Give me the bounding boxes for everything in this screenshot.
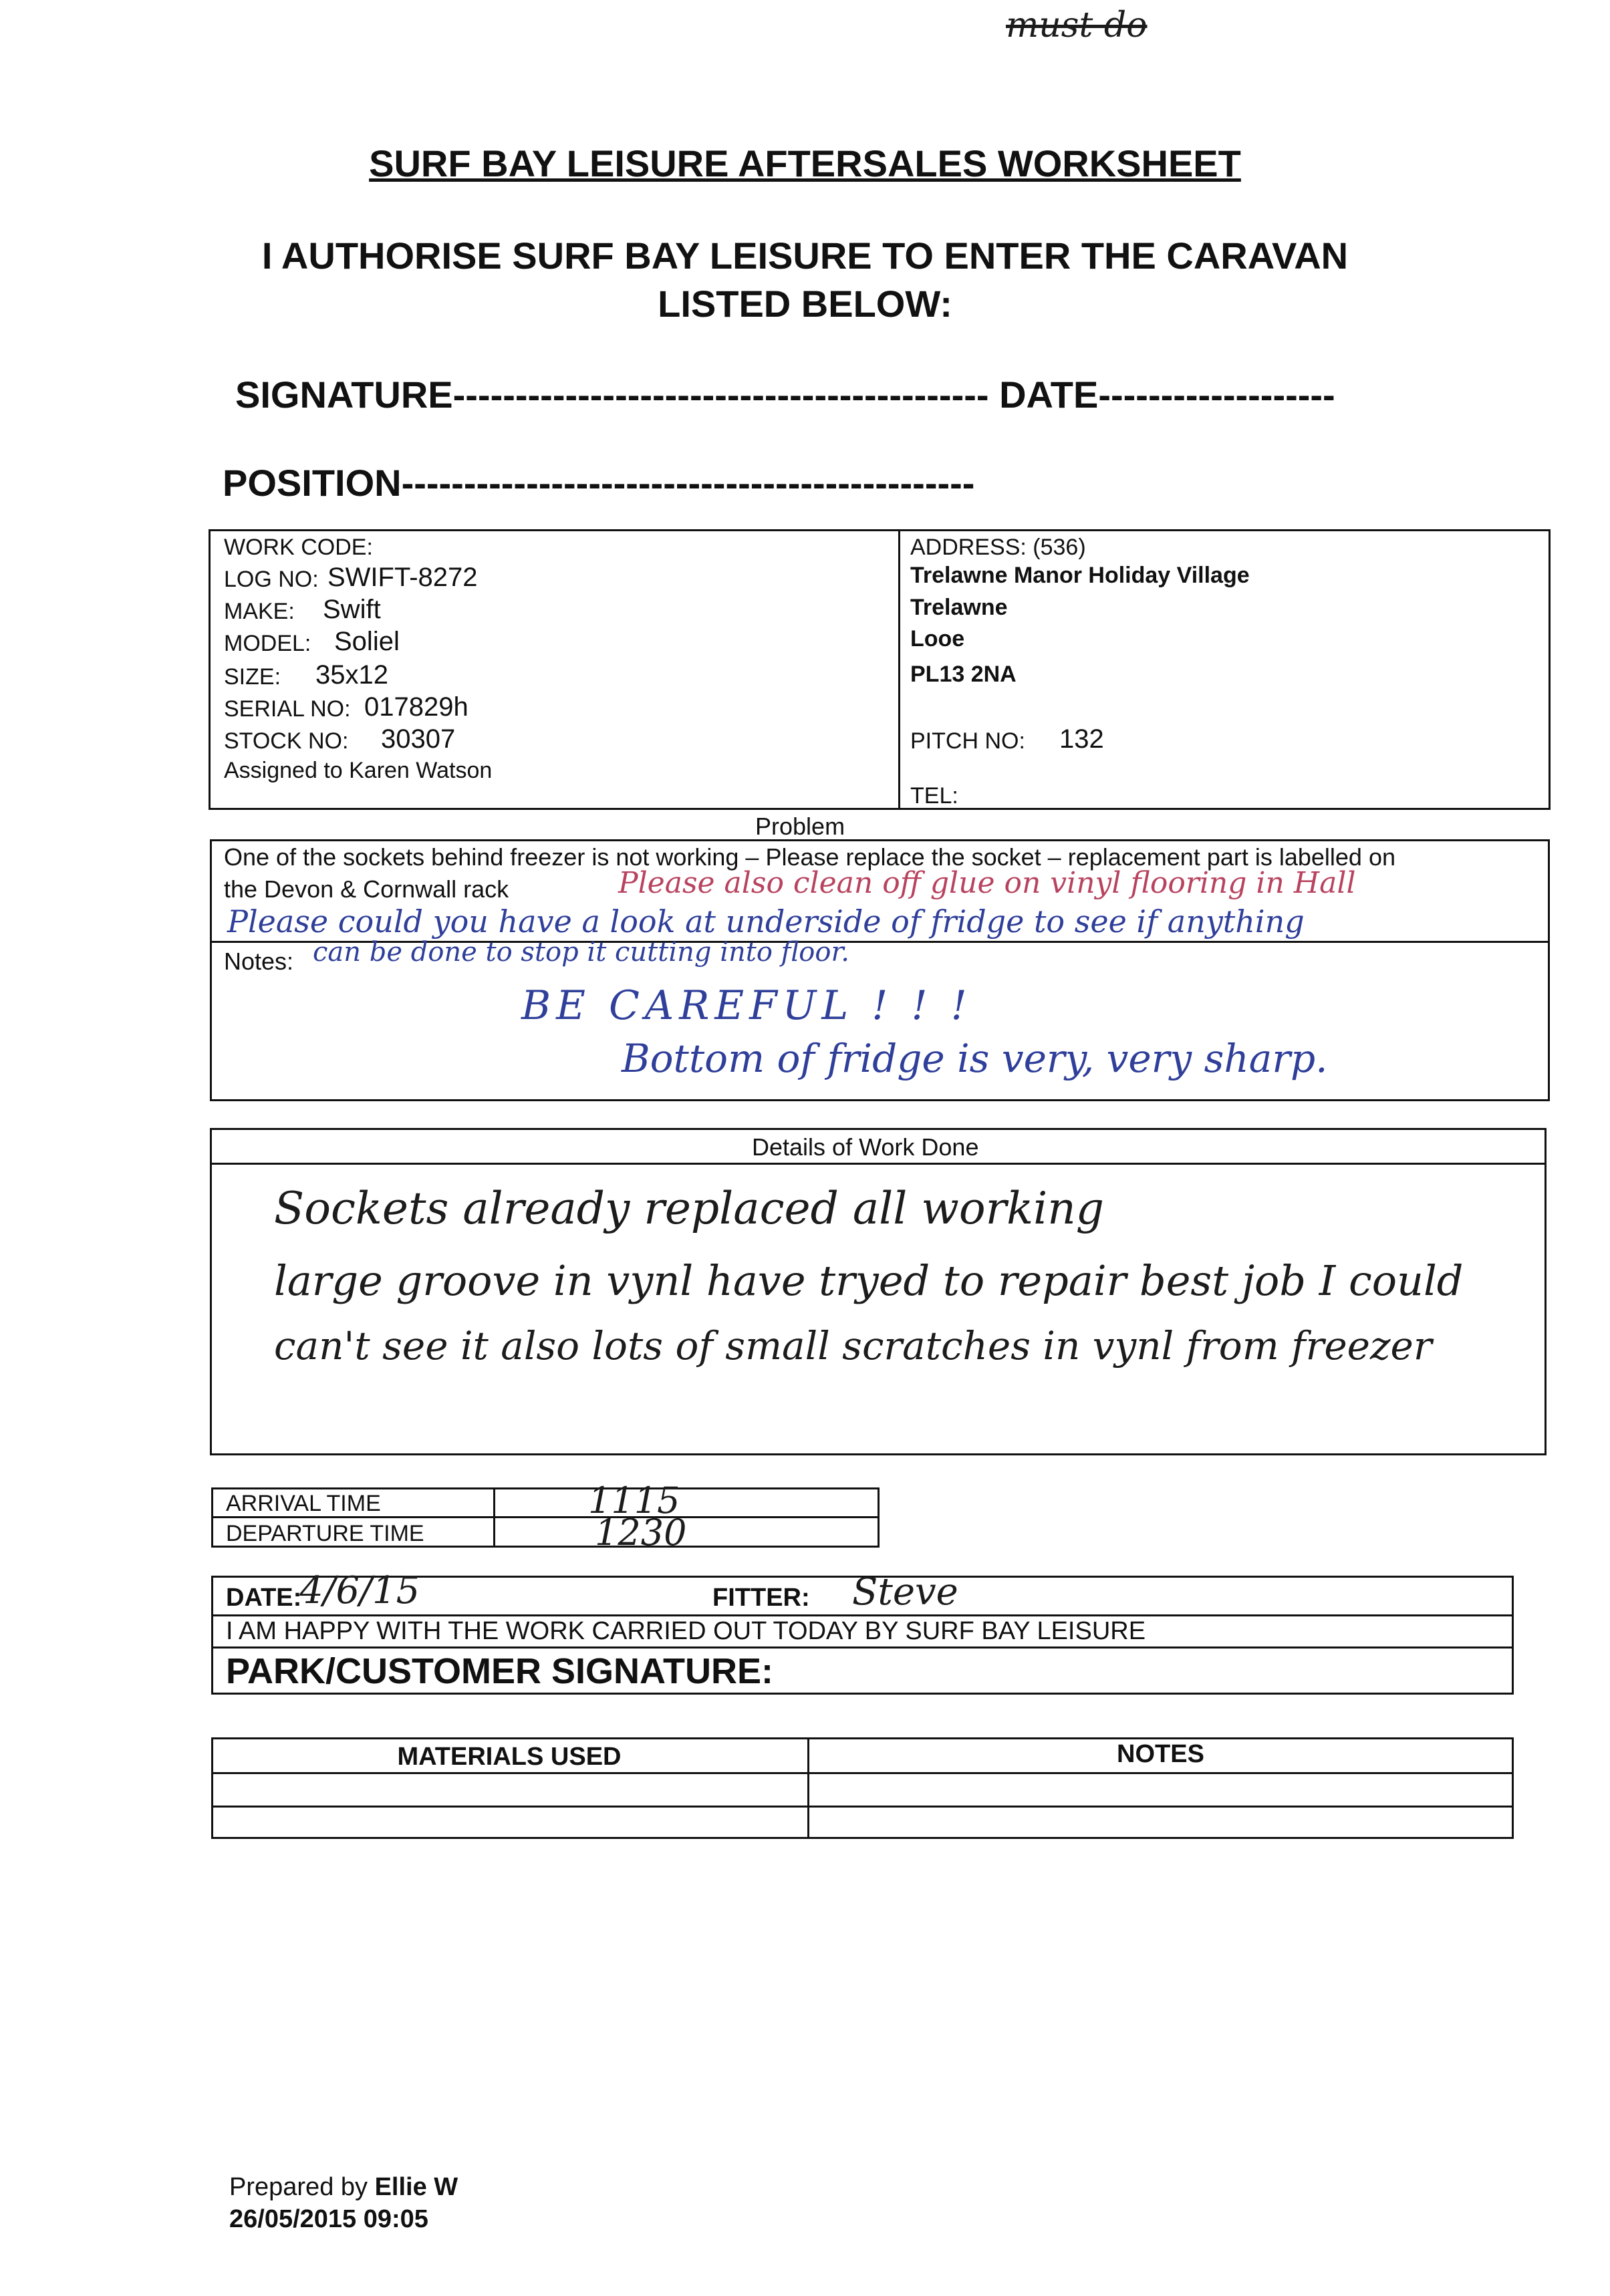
work-done-handwritten-2: large groove in vynl have tryed to repair best job I could [274,1256,1464,1305]
materials-used-header: MATERIALS USED [397,1743,622,1771]
customer-signature-label[interactable]: PARK/CUSTOMER SIGNATURE: [226,1651,774,1691]
unit-address-divider [898,529,900,810]
problem-handwritten-blue: Please could you have a look at underside of fridge to see if anything [227,903,1305,940]
stock-number-value: 30307 [381,724,456,754]
address-line-4: PL13 2NA [910,662,1017,687]
departure-time-label: DEPARTURE TIME [226,1521,424,1546]
log-number-label: LOG NO: [224,567,319,592]
prepared-by-prefix: Prepared by [229,2173,368,2201]
stock-number-label: STOCK NO: [224,728,349,754]
work-done-handwritten-1: Sockets already replaced all working [274,1183,1105,1234]
address-line-1: Trelawne Manor Holiday Village [910,563,1250,588]
problem-text-line-1: One of the sockets behind freezer is not working – Please replace the socket – replacement part is labelled on [224,843,1395,871]
materials-row-divider-2 [211,1806,1514,1808]
work-done-header-divider [210,1163,1547,1165]
work-code-label: WORK CODE: [224,535,373,560]
work-done-handwritten-3: can't see it also lots of small scratches in vynl from freezer [274,1323,1432,1369]
times-col-divider [493,1487,495,1548]
problem-text-line-2: the Devon & Cornwall rack [224,875,509,903]
problem-handwritten-red: Please also clean off glue on vinyl flooring in Hall [618,866,1356,900]
assigned-to: Assigned to Karen Watson [224,758,493,783]
fitter-value[interactable]: Steve [852,1570,958,1614]
signoff-divider-2 [211,1646,1514,1648]
signature-date-line[interactable]: SIGNATURE------------------------------------------- DATE------------------- [235,374,1335,416]
serial-number-value: 017829h [364,692,468,722]
fitter-label: FITTER: [712,1584,810,1612]
model-value: Soliel [334,627,400,656]
size-label: SIZE: [224,664,281,690]
problem-header: Problem [755,813,845,840]
authorise-line-2: LISTED BELOW: [658,283,952,325]
signoff-date-label: DATE: [226,1584,302,1612]
model-label: MODEL: [224,631,311,656]
page-title: SURF BAY LEISURE AFTERSALES WORKSHEET [369,142,1241,184]
prepared-timestamp: 26/05/2015 09:05 [229,2205,428,2233]
pitch-number-value: 132 [1059,724,1104,754]
tel-label: TEL: [910,783,958,809]
position-line[interactable]: POSITION---------------------------------------------- [223,462,975,504]
arrival-time-label: ARRIVAL TIME [226,1491,381,1516]
prepared-by-name: Ellie W [374,2173,458,2201]
address-line-2: Trelawne [910,595,1008,620]
make-value: Swift [323,595,381,624]
serial-number-label: SERIAL NO: [224,696,351,722]
signoff-date-value[interactable]: 4/6/15 [299,1569,420,1612]
signoff-divider-1 [211,1614,1514,1616]
notes-label: Notes: [224,948,294,975]
authorise-line-1: I AUTHORISE SURF BAY LEISURE TO ENTER THE CARAVAN [261,235,1349,277]
notes-handwritten-3: Bottom of fridge is very, very sharp. [622,1036,1328,1081]
materials-notes-header: NOTES [1117,1740,1204,1768]
address-label: ADDRESS: (536) [910,535,1086,560]
materials-row-divider-1 [211,1772,1514,1774]
arrival-time-value[interactable]: 1115 [588,1479,680,1522]
make-label: MAKE: [224,599,295,624]
top-handwritten-note: must do [1006,5,1148,45]
departure-time-value[interactable]: 1230 [595,1512,687,1554]
work-done-header: Details of Work Done [752,1133,979,1161]
happy-statement: I AM HAPPY WITH THE WORK CARRIED OUT TODAY BY SURF BAY LEISURE [226,1617,1146,1645]
pitch-number-label: PITCH NO: [910,728,1025,754]
log-number-value: SWIFT-8272 [327,563,478,592]
address-line-3: Looe [910,626,965,652]
size-value: 35x12 [315,660,388,690]
prepared-by [229,2173,458,2202]
notes-handwritten-2: BE CAREFUL ! ! ! [521,982,972,1029]
notes-handwritten-1: can be done to stop it cutting into floor. [313,937,849,968]
